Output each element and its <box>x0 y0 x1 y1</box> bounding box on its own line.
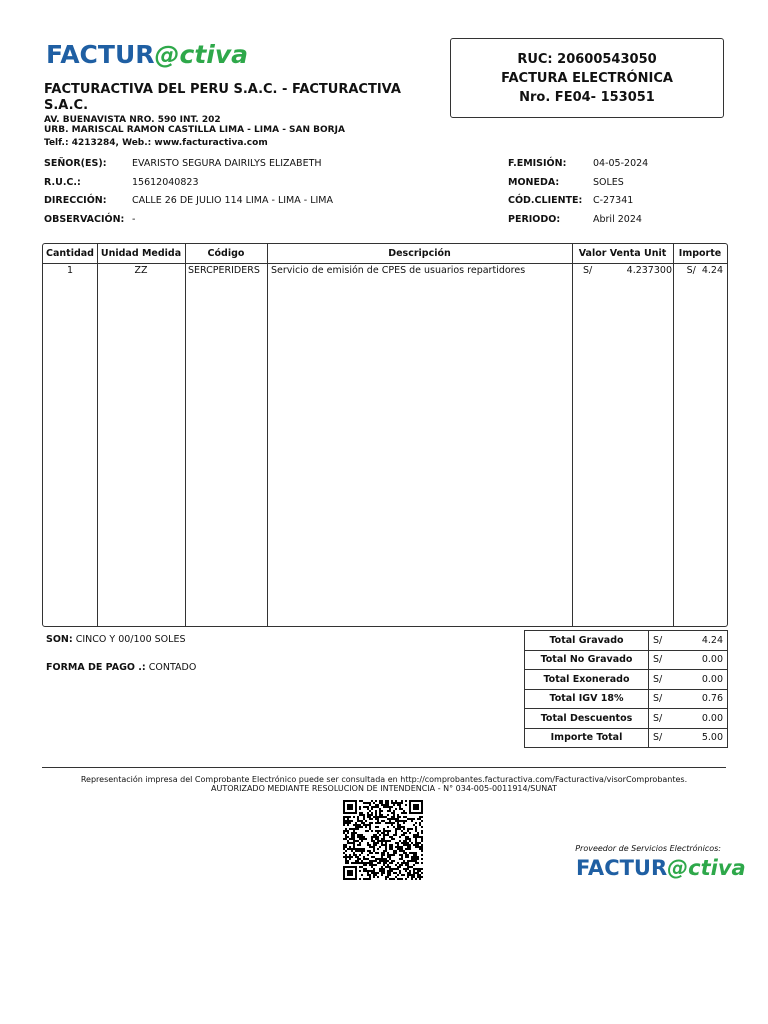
company-address-1: AV. BUENAVISTA NRO. 590 INT. 202 <box>44 115 221 125</box>
total-name: Total Exonerado <box>525 670 649 690</box>
header-cantidad: Cantidad <box>46 248 94 259</box>
forma-pago-value: CONTADO <box>148 662 197 673</box>
forma-pago-label: FORMA DE PAGO .: <box>46 662 146 673</box>
footer-divider <box>42 767 726 768</box>
total-row <box>525 709 728 729</box>
senor-label: SEÑOR(ES): <box>44 158 107 169</box>
femision-value: 04-05-2024 <box>593 158 649 169</box>
son-value: CINCO Y 00/100 SOLES <box>75 634 186 645</box>
provider-logo-part1: FACTUR <box>576 856 668 880</box>
logo-text-part1: FACTUR <box>46 40 155 69</box>
provider-label: Proveedor de Servicios Electrónicos: <box>575 844 721 853</box>
total-row <box>525 650 728 670</box>
header-unidad-medida: Unidad Medida <box>100 248 182 259</box>
total-currency: S/ <box>649 631 678 651</box>
company-contact: Telf.: 4213284, Web.: www.facturactiva.com <box>44 138 268 148</box>
column-divider <box>673 244 674 626</box>
periodo-value: Abril 2024 <box>593 214 642 225</box>
total-name: Total Gravado <box>525 631 649 651</box>
total-row <box>525 689 728 709</box>
moneda-value: SOLES <box>593 177 624 188</box>
company-logo <box>46 40 248 69</box>
ruc-value: 15612040823 <box>132 177 199 188</box>
total-row <box>525 670 728 690</box>
cell-valor-venta: 4.237300 <box>626 265 672 276</box>
items-table <box>42 243 728 627</box>
document-header-box <box>450 38 724 118</box>
total-currency: S/ <box>649 728 678 748</box>
logo-text-part2: ctiva <box>179 40 249 69</box>
total-currency: S/ <box>649 689 678 709</box>
total-value: 0.00 <box>677 650 728 670</box>
totals-table <box>524 630 728 748</box>
column-divider <box>572 244 573 626</box>
cell-moneda: S/ <box>583 265 593 276</box>
qr-code <box>343 800 425 880</box>
payment-method <box>46 662 196 673</box>
femision-label: F.EMISIÓN: <box>508 158 567 169</box>
column-divider <box>97 244 98 626</box>
footer-consult-text: Representación impresa del Comprobante Electrónico puede ser consultada en http://comprobantes.facturactiva.com/Facturactiva/visorComprobantes. <box>80 775 688 784</box>
header-importe: Importe <box>678 248 722 259</box>
cell-unidad: ZZ <box>134 265 148 276</box>
total-value: 0.00 <box>677 670 728 690</box>
ruc-number: RUC: 20600543050 <box>517 52 657 67</box>
observacion-label: OBSERVACIÓN: <box>44 214 125 225</box>
son-label: SON: <box>46 634 73 645</box>
provider-logo-at: @ <box>667 856 689 880</box>
direccion-value: CALLE 26 DE JULIO 114 LIMA - LIMA - LIMA <box>132 195 333 206</box>
cell-importe: S/ 4.24 <box>686 265 723 276</box>
footer-authorization-text: AUTORIZADO MEDIANTE RESOLUCION DE INTENDENCIA - N° 034-005-0011914/SUNAT <box>211 784 557 793</box>
ruc-label: R.U.C.: <box>44 177 81 188</box>
document-type: FACTURA ELECTRÓNICA <box>501 71 673 86</box>
total-name: Total IGV 18% <box>525 689 649 709</box>
total-name: Total No Gravado <box>525 650 649 670</box>
company-address-2: URB. MARISCAL RAMON CASTILLA LIMA - LIMA - SAN BORJA <box>44 125 345 135</box>
document-number: Nro. FE04- 153051 <box>519 90 655 105</box>
header-descripcion: Descripción <box>388 248 451 259</box>
company-name: FACTURACTIVA DEL PERU S.A.C. - FACTURACTIVA S.A.C. <box>44 82 401 113</box>
header-codigo: Código <box>207 248 245 259</box>
codcliente-label: CÓD.CLIENTE: <box>508 195 583 206</box>
provider-logo-part2: ctiva <box>688 856 746 880</box>
moneda-label: MONEDA: <box>508 177 560 188</box>
table-header-divider <box>43 263 727 264</box>
total-row <box>525 631 728 651</box>
provider-logo <box>576 856 746 880</box>
total-value: 5.00 <box>677 728 728 748</box>
direccion-label: DIRECCIÓN: <box>44 195 107 206</box>
observacion-value: - <box>132 214 136 225</box>
cell-cantidad: 1 <box>66 265 74 276</box>
total-value: 0.00 <box>677 709 728 729</box>
header-valor-venta-unit: Valor Venta Unit <box>578 248 667 259</box>
total-currency: S/ <box>649 650 678 670</box>
cell-descripcion: Servicio de emisión de CPES de usuarios repartidores <box>271 265 526 276</box>
codcliente-value: C-27341 <box>593 195 634 206</box>
amount-in-words <box>46 634 185 645</box>
total-row <box>525 728 728 748</box>
total-currency: S/ <box>649 709 678 729</box>
total-name: Importe Total <box>525 728 649 748</box>
column-divider <box>267 244 268 626</box>
periodo-label: PERIODO: <box>508 214 561 225</box>
column-divider <box>185 244 186 626</box>
total-value: 4.24 <box>677 631 728 651</box>
cell-codigo: SERCPERIDERS <box>188 265 260 276</box>
total-currency: S/ <box>649 670 678 690</box>
total-value: 0.76 <box>677 689 728 709</box>
senor-value: EVARISTO SEGURA DAIRILYS ELIZABETH <box>132 158 322 169</box>
total-name: Total Descuentos <box>525 709 649 729</box>
logo-at: @ <box>154 40 180 69</box>
